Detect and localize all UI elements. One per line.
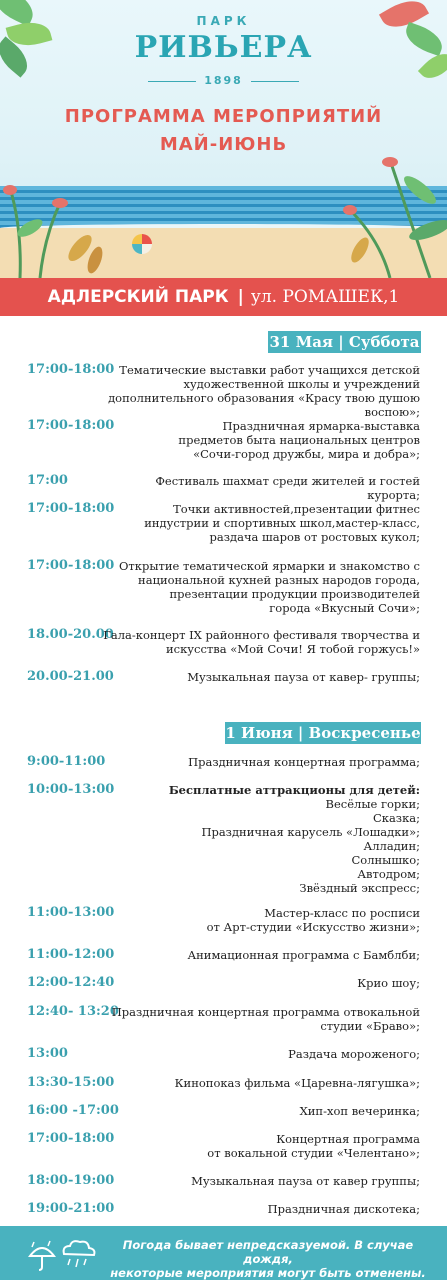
plants-right-icon	[330, 140, 447, 278]
event-line: Праздничная дискотека;	[267, 1202, 420, 1216]
event-description	[100, 363, 420, 419]
event-time: 17:00-18:00	[27, 418, 115, 433]
event-description	[100, 419, 420, 461]
beach-ball-icon	[132, 234, 152, 254]
weather-notice	[108, 1238, 428, 1280]
event-description	[100, 559, 420, 615]
umbrella-rain-cloud-icon	[28, 1236, 98, 1272]
event-time: 17:00-18:00	[27, 558, 115, 573]
event-line: Гала-концерт IX районного фестиваля творчества и	[103, 628, 420, 642]
event-time: 11:00-13:00	[27, 905, 115, 920]
event-time: 17:00	[27, 473, 68, 488]
event-line: Музыкальная пауза от кавер группы;	[191, 1174, 420, 1188]
event-description	[100, 755, 420, 769]
event-description	[100, 1202, 420, 1216]
event-description	[100, 783, 420, 895]
event-line: Алладин;	[363, 839, 420, 853]
park-name: АДЛЕРСКИЙ ПАРК	[47, 287, 229, 307]
event-line: искусства «Мой Сочи! Я тобой горжусь!»	[165, 642, 420, 656]
event-description	[100, 1047, 420, 1061]
event-line: Сказка;	[372, 811, 420, 825]
event-line: от вокальной студии «Челентано»;	[207, 1146, 420, 1160]
program-title-line1: ПРОГРАММА МЕРОПРИЯТИЙ	[64, 106, 383, 127]
event-description	[100, 1174, 420, 1188]
event-time: 12:00-12:40	[27, 975, 115, 990]
weather-notice-line: Погода бывает непредсказуемой. В случае дождя,	[122, 1238, 414, 1266]
weather-notice-footer	[0, 1226, 447, 1280]
weather-notice-line: некоторые мероприятия могут быть отменены.	[110, 1266, 426, 1280]
event-line: Мастер-класс по росписи	[264, 906, 420, 920]
event-description	[100, 474, 420, 502]
event-description	[100, 1132, 420, 1160]
event-line: Музыкальная пауза от кавер- группы;	[187, 670, 420, 684]
event-time: 12:40- 13:20	[27, 1004, 119, 1019]
event-time: 11:00-12:00	[27, 947, 115, 962]
event-line: Анимационная программа с Бамблби;	[187, 948, 420, 962]
event-line: Точки активностей,презентации фитнес	[173, 502, 420, 516]
event-line: города «Вкусный Сочи»;	[269, 601, 420, 615]
brand-top-text: ПАРК	[196, 14, 251, 28]
event-time: 10:00-13:00	[27, 782, 115, 797]
event-line-heading: Бесплатные аттракционы для детей:	[168, 783, 420, 797]
program-title-line2: МАЙ-ИЮНЬ	[159, 134, 288, 155]
event-line: Фестиваль шахмат среди жителей и гостей курорта;	[155, 474, 420, 502]
event-time: 13:00	[27, 1046, 68, 1061]
event-description	[100, 502, 420, 544]
location-bar	[0, 278, 447, 316]
event-line: дополнительного образования «Красу твою душою воспою»;	[108, 391, 420, 419]
event-time: 16:00 -17:00	[27, 1103, 119, 1118]
brand-year: 1898	[204, 74, 243, 87]
event-description	[100, 1005, 420, 1033]
event-line: художественной школы и учреждений	[183, 377, 420, 391]
event-line: Хип-хоп вечеринка;	[299, 1104, 420, 1118]
event-line: от Арт-студии «Искусство жизни»;	[206, 920, 420, 934]
event-time: 18.00-20.00	[27, 627, 114, 642]
event-line: презентации продукции производителей	[169, 587, 420, 601]
event-time: 19:00-21:00	[27, 1201, 115, 1216]
event-time: 9:00-11:00	[27, 754, 106, 769]
event-line: национальной кухней разных народов города,	[138, 573, 420, 587]
event-line: предметов быта национальных центров	[178, 433, 420, 447]
event-line: Концертная программа	[276, 1132, 420, 1146]
event-line: раздача шаров от ростовых кукол;	[209, 530, 420, 544]
event-line: Кинопоказ фильма «Царевна-лягушка»;	[174, 1076, 420, 1090]
event-line: Праздничная карусель «Лошадки»;	[201, 825, 420, 839]
day-header: 1 Июня | Воскресенье	[225, 724, 421, 742]
event-line: Солнышко;	[351, 853, 420, 867]
event-time: 13:30-15:00	[27, 1075, 115, 1090]
event-time: 17:00-18:00	[27, 362, 115, 377]
event-line: Весёлые горки;	[325, 797, 420, 811]
event-description	[100, 948, 420, 962]
event-time: 17:00-18:00	[27, 1131, 115, 1146]
event-time: 18:00-19:00	[27, 1173, 115, 1188]
event-line: Праздничная концертная программа;	[188, 755, 420, 769]
location-separator: |	[237, 287, 244, 307]
event-line: Крио шоу;	[357, 976, 420, 990]
event-time: 20.00-21.00	[27, 669, 114, 684]
event-description	[100, 1104, 420, 1118]
event-line: студии «Браво»;	[320, 1019, 420, 1033]
brand-name: РИВЬЕРА	[134, 30, 313, 65]
event-line: Автодром;	[357, 867, 420, 881]
divider	[251, 81, 299, 82]
event-line: Звёздный экспресс;	[299, 881, 420, 895]
event-description	[100, 1076, 420, 1090]
event-description	[100, 906, 420, 934]
event-line: индустрии и спортивных школ,мастер-класс,	[144, 516, 420, 530]
hero-illustration	[0, 0, 447, 278]
day-header: 31 Мая | Суббота	[269, 333, 420, 351]
event-line: Праздничная концертная программа отвокальной	[111, 1005, 420, 1019]
event-description	[100, 670, 420, 684]
event-description	[100, 976, 420, 990]
plants-left-icon	[0, 168, 120, 278]
park-address: ул. РОМАШЕК,1	[250, 287, 400, 307]
event-description	[100, 628, 420, 656]
event-line: Тематические выставки работ учащихся детской	[119, 363, 420, 377]
event-line: «Сочи-город дружбы, мира и добра»;	[193, 447, 420, 461]
event-time: 17:00-18:00	[27, 501, 115, 516]
event-line: Праздничная ярмарка-выставка	[222, 419, 420, 433]
event-line: Открытие тематической ярмарки и знакомство с	[118, 559, 420, 573]
event-line: Раздача мороженого;	[288, 1047, 420, 1061]
